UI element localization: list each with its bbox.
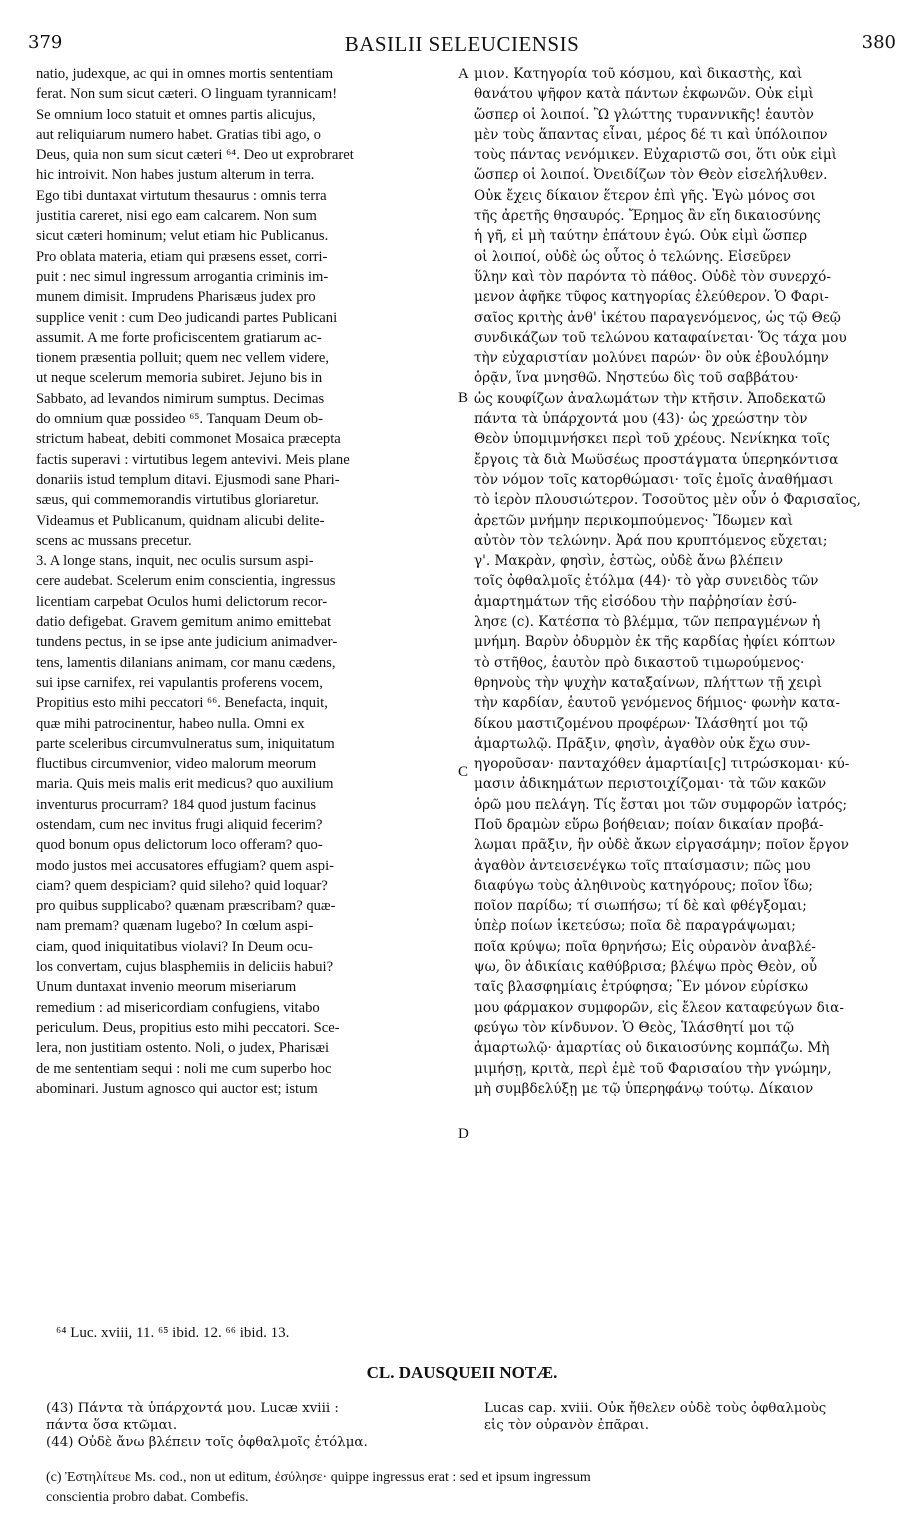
greek-text-line: μιμήσῃ, κριτὰ, περὶ ἐμὲ τοῦ Φαρισαίου τὴν γνώμην, — [474, 1060, 832, 1077]
latin-text-line: sæus, qui commemorandis virtutibus gloriaretur. — [36, 492, 319, 509]
latin-text-line: pro quibus supplicabo? quænam præscribam? quæ- — [36, 898, 336, 915]
greek-text-line: φεύγω τὸν κίνδυνον. Ὁ Θεὸς, Ἱλάσθητί μοι τῷ — [474, 1019, 794, 1036]
greek-text-line: μασιν ἀδικημάτων περιστοιχίζομαι· τὰ τῶν κακῶν — [474, 776, 827, 793]
greek-text-line: ἁμαρτωλῷ· ἁμαρτίας οὐ δικαιοσύνης κομπάζω. Μὴ — [474, 1040, 830, 1057]
greek-text-line: ὁρῶ μου πελάγη. Τίς ἔσται μοι τῶν συμφορῶν ἰατρός; — [474, 796, 848, 813]
latin-text-line: parte sceleribus circumvulneratus sum, iniquitatum — [36, 735, 335, 752]
note-line: (44) Οὐδὲ ἄνω βλέπειν τοῖς ὀφθαλμοῖς ἐτόλμα. — [46, 1435, 368, 1450]
greek-text-line: μὲν τοὺς ἅπαντας εἶναι, μέρος δέ τι καὶ ὑπόλοιπον — [474, 126, 828, 143]
note-line: Lucas cap. xviii. Οὐκ ἤθελεν οὐδὲ τοὺς ὀφθαλμοὺς — [484, 1401, 827, 1416]
latin-text-line: nam premam? quænam lugebo? In cœlum aspi- — [36, 918, 314, 935]
greek-text-line: ἁμαρτημάτων τῆς εἰσόδου τὴν παῤῥησίαν ἐσύ- — [474, 593, 797, 610]
latin-text-line: remedium : ad misericordiam confugiens, vitabo — [36, 999, 320, 1016]
greek-text-line: δίκου μαστιζομένου προφέρων· Ἱλάσθητί μοι τῷ — [474, 715, 808, 732]
latin-text-line: Propitius esto mihi peccatori ⁶⁶. Benefacta, inquit, — [36, 695, 328, 712]
page-header — [28, 32, 896, 66]
page-number-right: 380 — [861, 32, 896, 53]
latin-text-line: modo justos mei accusatores effugiam? quem aspi- — [36, 857, 335, 874]
greek-text-line: τὸν νόμον τοῖς κατορθώμασι· τοῖς ἐμοῖς ἀναθήμασι — [474, 471, 834, 488]
greek-text-line: τὸ ἱερὸν πλουσιώτερον. Τοσοῦτος μὲν οὖν ὁ Φαρισαῖος, — [474, 492, 861, 509]
footnotes: ⁶⁴ Luc. xviii, 11. ⁶⁵ ibid. 12. ⁶⁶ ibid. 13. — [56, 1325, 290, 1341]
notes-right-column — [484, 1400, 894, 1434]
latin-text-line: natio, judexque, ac qui in omnes mortis sententiam — [36, 66, 334, 82]
latin-text-line: Sabbato, ad levandos nimirum sumptus. Decimas — [36, 390, 325, 407]
greek-text-line: ὑπὲρ ποίων ἱκετεύσω; ποῖα δὲ παραγράψωμαι; — [474, 918, 796, 935]
greek-text-line: ψω, ὃν ἀδικίαις καθύβρισα; βλέψω πρὸς Θεὸν, οὗ — [474, 959, 818, 976]
greek-text-line: ηγοροῦσαν· πανταχόθεν ἁμαρτίαι[ς] τιτρώσκομαι· κύ- — [474, 756, 850, 773]
latin-text-line: factis superavi : virtutibus legem antevivi. Meis plane — [36, 451, 350, 468]
greek-text-line: θανάτου ψῆφον κατὰ πάντων ἐκφωνῶν. Οὐκ εἰμὶ — [474, 86, 814, 103]
greek-text-line: ταῖς βλασφημίαις ἐτρύφησα; Ἓν μόνον εὑρίσκω — [474, 979, 809, 996]
latin-text-line: Se omnium loco statuit et omnes partis alicujus, — [36, 106, 316, 123]
greek-text-line: οἱ λοιποί, οὐδὲ ὡς οὗτος ὁ τελώνης. Εἰσεῦρεν — [474, 248, 791, 265]
latin-text-line: do omnium quæ possideo ⁶⁵. Tanquam Deum ob- — [36, 411, 323, 428]
latin-text-line: strictum habeat, debiti commonet Mosaica præcepta — [36, 431, 341, 448]
greek-text-line: τοῖς ὀφθαλμοῖς ἐτόλμα (44)· τὸ γὰρ συνειδὸς τῶν — [474, 573, 819, 590]
greek-text-line: ὡς κουφίζων ἀναλωμάτων τὴν κτῆσιν. Ἀποδεκατῶ — [474, 390, 826, 407]
note-line: πάντα ὅσα κτῶμαι. — [46, 1418, 178, 1433]
greek-text-line: Ποῦ δραμὼν εὕρω βοήθειαν; ποίαν δικαίαν προβά- — [474, 816, 824, 833]
greek-text-line: ἡ γῆ, εἰ μὴ ταύτην ἐπάτουν ἐγώ. Οὐκ εἰμὶ ὥσπερ — [474, 228, 808, 245]
latin-text-line: 3. A longe stans, inquit, nec oculis sursum aspi- — [36, 553, 314, 570]
latin-text-line: fluctibus circumvenior, video malorum meorum — [36, 756, 317, 773]
latin-text-line: ostendam, cum nec invitus frugi aliquid fecerim? — [36, 816, 323, 833]
greek-column — [474, 64, 890, 1099]
latin-text-line: scens ac mussans precetur. — [36, 532, 192, 549]
greek-text-line: ἔργοις τὰ διὰ Μωϋσέως προστάγματα ὑπερηκόντισα — [474, 451, 839, 468]
latin-text-line: tionem præsentia polluit; quem nec vellem videre, — [36, 350, 330, 367]
greek-text-line: μὴ συμβδελύξῃ με τῷ ὑπερηφάνῳ τούτῳ. Δίκαιον — [474, 1080, 814, 1097]
greek-text-line: τὴν καρδίαν, ἑαυτοῦ γενόμενος δήμιος· φωνὴν κατα- — [474, 695, 840, 712]
greek-text-line: αὐτὸν τὸν τελώνην. Ἀρά που κρυπτόμενος εὔχεται; — [474, 532, 828, 549]
margin-marker-c: C — [458, 764, 469, 780]
latin-text-line: datio defigebat. Gravem gemitum animo emittebat — [36, 614, 332, 631]
latin-text-line: lera, non justitiam ostento. Noli, o judex, Pharisæi — [36, 1040, 330, 1057]
greek-text-line: Θεὸν ὑπομιμνήσκει περὶ τοῦ χρέους. Νενίκηκα τοῖς — [474, 431, 830, 448]
latin-text-line: donariis istud templum ditavi. Ejusmodi sane Phari- — [36, 471, 340, 488]
greek-text-line: ἀγαθὸν ἀντεισενέγκω τοῖς πταίσμασιν; πῶς μου — [474, 857, 811, 874]
latin-text-line: puit : nec simul ingressum arrogantia criminis im- — [36, 268, 329, 285]
greek-text-line: λησε (c). Κατέσπα τὸ βλέμμα, τῶν πεπραγμένων ἡ — [474, 614, 821, 631]
latin-text-line: Unum duntaxat invenio meorum miseriarum — [36, 979, 297, 996]
latin-text-line: sicut cæteri hominum; velut etiam hic Publicanus. — [36, 228, 329, 245]
greek-text-line: μενον ἀφῆκε τῦφος κατηγορίας ἐλεύθερον. Ὁ Φαρι- — [474, 289, 829, 306]
latin-text-line: los convertam, cujus blasphemiis in deliciis habui? — [36, 959, 334, 976]
greek-text-line: τὸ στῆθος, ἑαυτὸν πρὸ δικαστοῦ τιμωρούμενος· — [474, 654, 805, 671]
latin-text-line: ferat. Non sum sicut cæteri. O linguam tyrannicam! — [36, 86, 338, 103]
page-number-left: 379 — [28, 32, 63, 53]
latin-text-line: tundens pectus, in se ipse ante judicium animadver- — [36, 634, 338, 651]
latin-text-line: munem dimisit. Imprudens Pharisæus judex pro — [36, 289, 316, 306]
margin-marker-a: A — [458, 66, 469, 82]
latin-text-line: periculum. Deus, propitius esto mihi peccatori. Sce- — [36, 1019, 340, 1036]
greek-text-line: ὕλην καὶ τὸν παρόντα τὸ πάθος. Οὐδὲ τὸν συνερχό- — [474, 268, 831, 285]
latin-text-line: quæ mihi patrocinentur, habeo nulla. Omni ex — [36, 715, 305, 732]
latin-text-line: ciam? quem despiciam? quid sileho? quid loquar? — [36, 877, 328, 894]
greek-text-line: ὥσπερ οἱ λοιποί. Ὀνειδίζων τὸν Θεὸν εἰσελήλυθεν. — [474, 167, 828, 184]
greek-text-line: ὁρᾷν, ἵνα μνησθῶ. Νηστεύω δὶς τοῦ σαββάτου· — [474, 370, 799, 387]
latin-text-line: Videamus et Publicanum, quidnam alicubi delite- — [36, 512, 325, 529]
latin-text-line: ut neque scelerum memoria subiret. Jejuno bis in — [36, 370, 323, 387]
latin-text-line: quod bonum opus delictorum loco offeram? quo- — [36, 837, 323, 854]
note-line: (43) Πάντα τὰ ὑπάρχοντά μου. Lucæ xviii : — [46, 1401, 339, 1416]
latin-text-line: Ego tibi duntaxat virtutum thesaurus : omnis terra — [36, 187, 327, 204]
greek-text-line: συνδικάζων τοῦ τελώνου καταφαίνεται· Ὅς τάχα μου — [474, 329, 847, 346]
greek-text-line: ἁμαρτωλῷ. Πρᾶξιν, φησὶν, ἀγαθὸν οὐκ ἔχω συν- — [474, 735, 811, 752]
greek-text-line: ποῖα κρύψω; ποῖα θρηνήσω; Εἰς οὐρανὸν ἀναβλέ- — [474, 938, 816, 955]
greek-text-line: Οὐκ ἔχεις δίκαιον ἕτερον ἐπὶ γῆς. Ἐγὼ μόνος σοι — [474, 187, 816, 204]
latin-text-line: tens, lamentis dilanians animam, cor manu cædens, — [36, 654, 336, 671]
greek-text-line: μου φάρμακον συμφορῶν, εἰς ἔλεον καταφεύγων δια- — [474, 999, 844, 1016]
latin-text-line: aut reliquiarum numero habet. Gratias tibi ago, o — [36, 126, 321, 143]
notes-left-column — [46, 1400, 476, 1451]
latin-column — [36, 64, 454, 1099]
latin-text-line: maria. Quis meis malis erit medicus? quo auxilium — [36, 776, 334, 793]
greek-text-line: μιον. Κατηγορία τοῦ κόσμου, καὶ δικαστὴς, καὶ — [474, 66, 803, 82]
latin-text-line: sui ipse carnifex, rei vapulantis proferens vocem, — [36, 674, 323, 691]
greek-text-line: τοὺς πάντας νενόμικεν. Εὐχαριστῶ σοι, ὅτι οὐκ εἰμὶ — [474, 147, 838, 164]
note-line: (c) Ἐστηλίτευε Ms. cod., non ut editum, ἐσύλησε· quippe ingressus erat : sed et ipsum ingressum — [46, 1470, 591, 1485]
greek-text-line: τῆς ἀρετῆς θησαυρός. Ἔρημος ἂν εἴη δικαιοσύνης — [474, 208, 821, 225]
greek-text-line: πάντα τὰ ὑπάρχοντά μου (43)· ὡς χρεώστην τὸν — [474, 411, 808, 428]
running-title: BASILII SELEUCIENSIS — [344, 32, 580, 56]
greek-text-line: λωμαι πρᾶξιν, ἣν οὐδὲ ἄκων εἰργασάμην; ποῖον ἔργον — [474, 837, 849, 854]
latin-text-line: justitia careret, nisi ego eam calcarem. Non sum — [36, 208, 317, 225]
greek-text-line: θρηνοὺς τὴν ψυχὴν καταξαίνων, πλήττων τῇ χειρὶ — [474, 674, 823, 691]
latin-text-line: ciam, quod iniquitatibus violavi? In Deum ocu- — [36, 938, 313, 955]
greek-text-line: τὴν εὐχαριστίαν μολύνει παρών· ὃν οὐκ ἐβουλόμην — [474, 350, 829, 367]
latin-text-line: assumit. A me forte proficiscentem gratiarum ac- — [36, 329, 322, 346]
notes-title: CL. DAUSQUEII NOTÆ. — [366, 1363, 558, 1382]
note-line: conscientia probro dabat. Combefis. — [46, 1490, 249, 1505]
greek-text-line: ποῖον παρίδω; τί σιωπήσω; τί δὲ καὶ φθέγξομαι; — [474, 898, 807, 915]
latin-text-line: abominari. Justum agnosco qui auctor est; istum — [36, 1080, 318, 1097]
latin-text-line: hic introivit. Non habes justum alterum in terra. — [36, 167, 315, 184]
note-line: εἰς τὸν οὐρανὸν ἐπᾶραι. — [484, 1418, 649, 1433]
margin-marker-d: D — [458, 1126, 469, 1142]
editor-note-c — [46, 1468, 894, 1508]
latin-text-line: supplice venit : cum Deo judicandi partes Publicani — [36, 309, 338, 326]
margin-marker-b: B — [458, 390, 469, 406]
greek-text-line: ἀρετῶν μνήμην περικομπούμενος· Ἴδωμεν καὶ — [474, 512, 793, 529]
latin-text-line: inventurus procurram? 184 quod justum facinus — [36, 796, 317, 813]
greek-text-line: σαῖος κριτὴς ἀνθ' ἱκέτου παραγενόμενος, ὡς τῷ Θεῷ — [474, 309, 841, 326]
latin-text-line: Deus, quia non sum sicut cæteri ⁶⁴. Deo ut exprobraret — [36, 147, 354, 164]
greek-text-line: γ'. Μακρὰν, φησὶν, ἑστὼς, οὐδὲ ἄνω βλέπειν — [474, 553, 783, 570]
latin-text-line: cere audebat. Scelerum enim conscientia, ingressus — [36, 573, 336, 590]
greek-text-line: μνήμη. Βαρὺν ὀδυρμὸν ἐκ τῆς καρδίας ἠφίει κόπτων — [474, 634, 836, 651]
latin-text-line: licentiam carpebat Oculos humi delictorum recor- — [36, 593, 328, 610]
latin-text-line: Pro oblata materia, etiam qui præsens esset, corri- — [36, 248, 328, 265]
greek-text-line: ὥσπερ οἱ λοιποί. Ὢ γλώττης τυραννικῆς! ἑαυτὸν — [474, 106, 814, 123]
latin-text-line: de me sententiam sequi : noli me cum superbo hoc — [36, 1060, 332, 1077]
greek-text-line: διαφύγω τοὺς ἀληθινοὺς κατηγόρους; ποῖον ἴδω; — [474, 877, 814, 894]
